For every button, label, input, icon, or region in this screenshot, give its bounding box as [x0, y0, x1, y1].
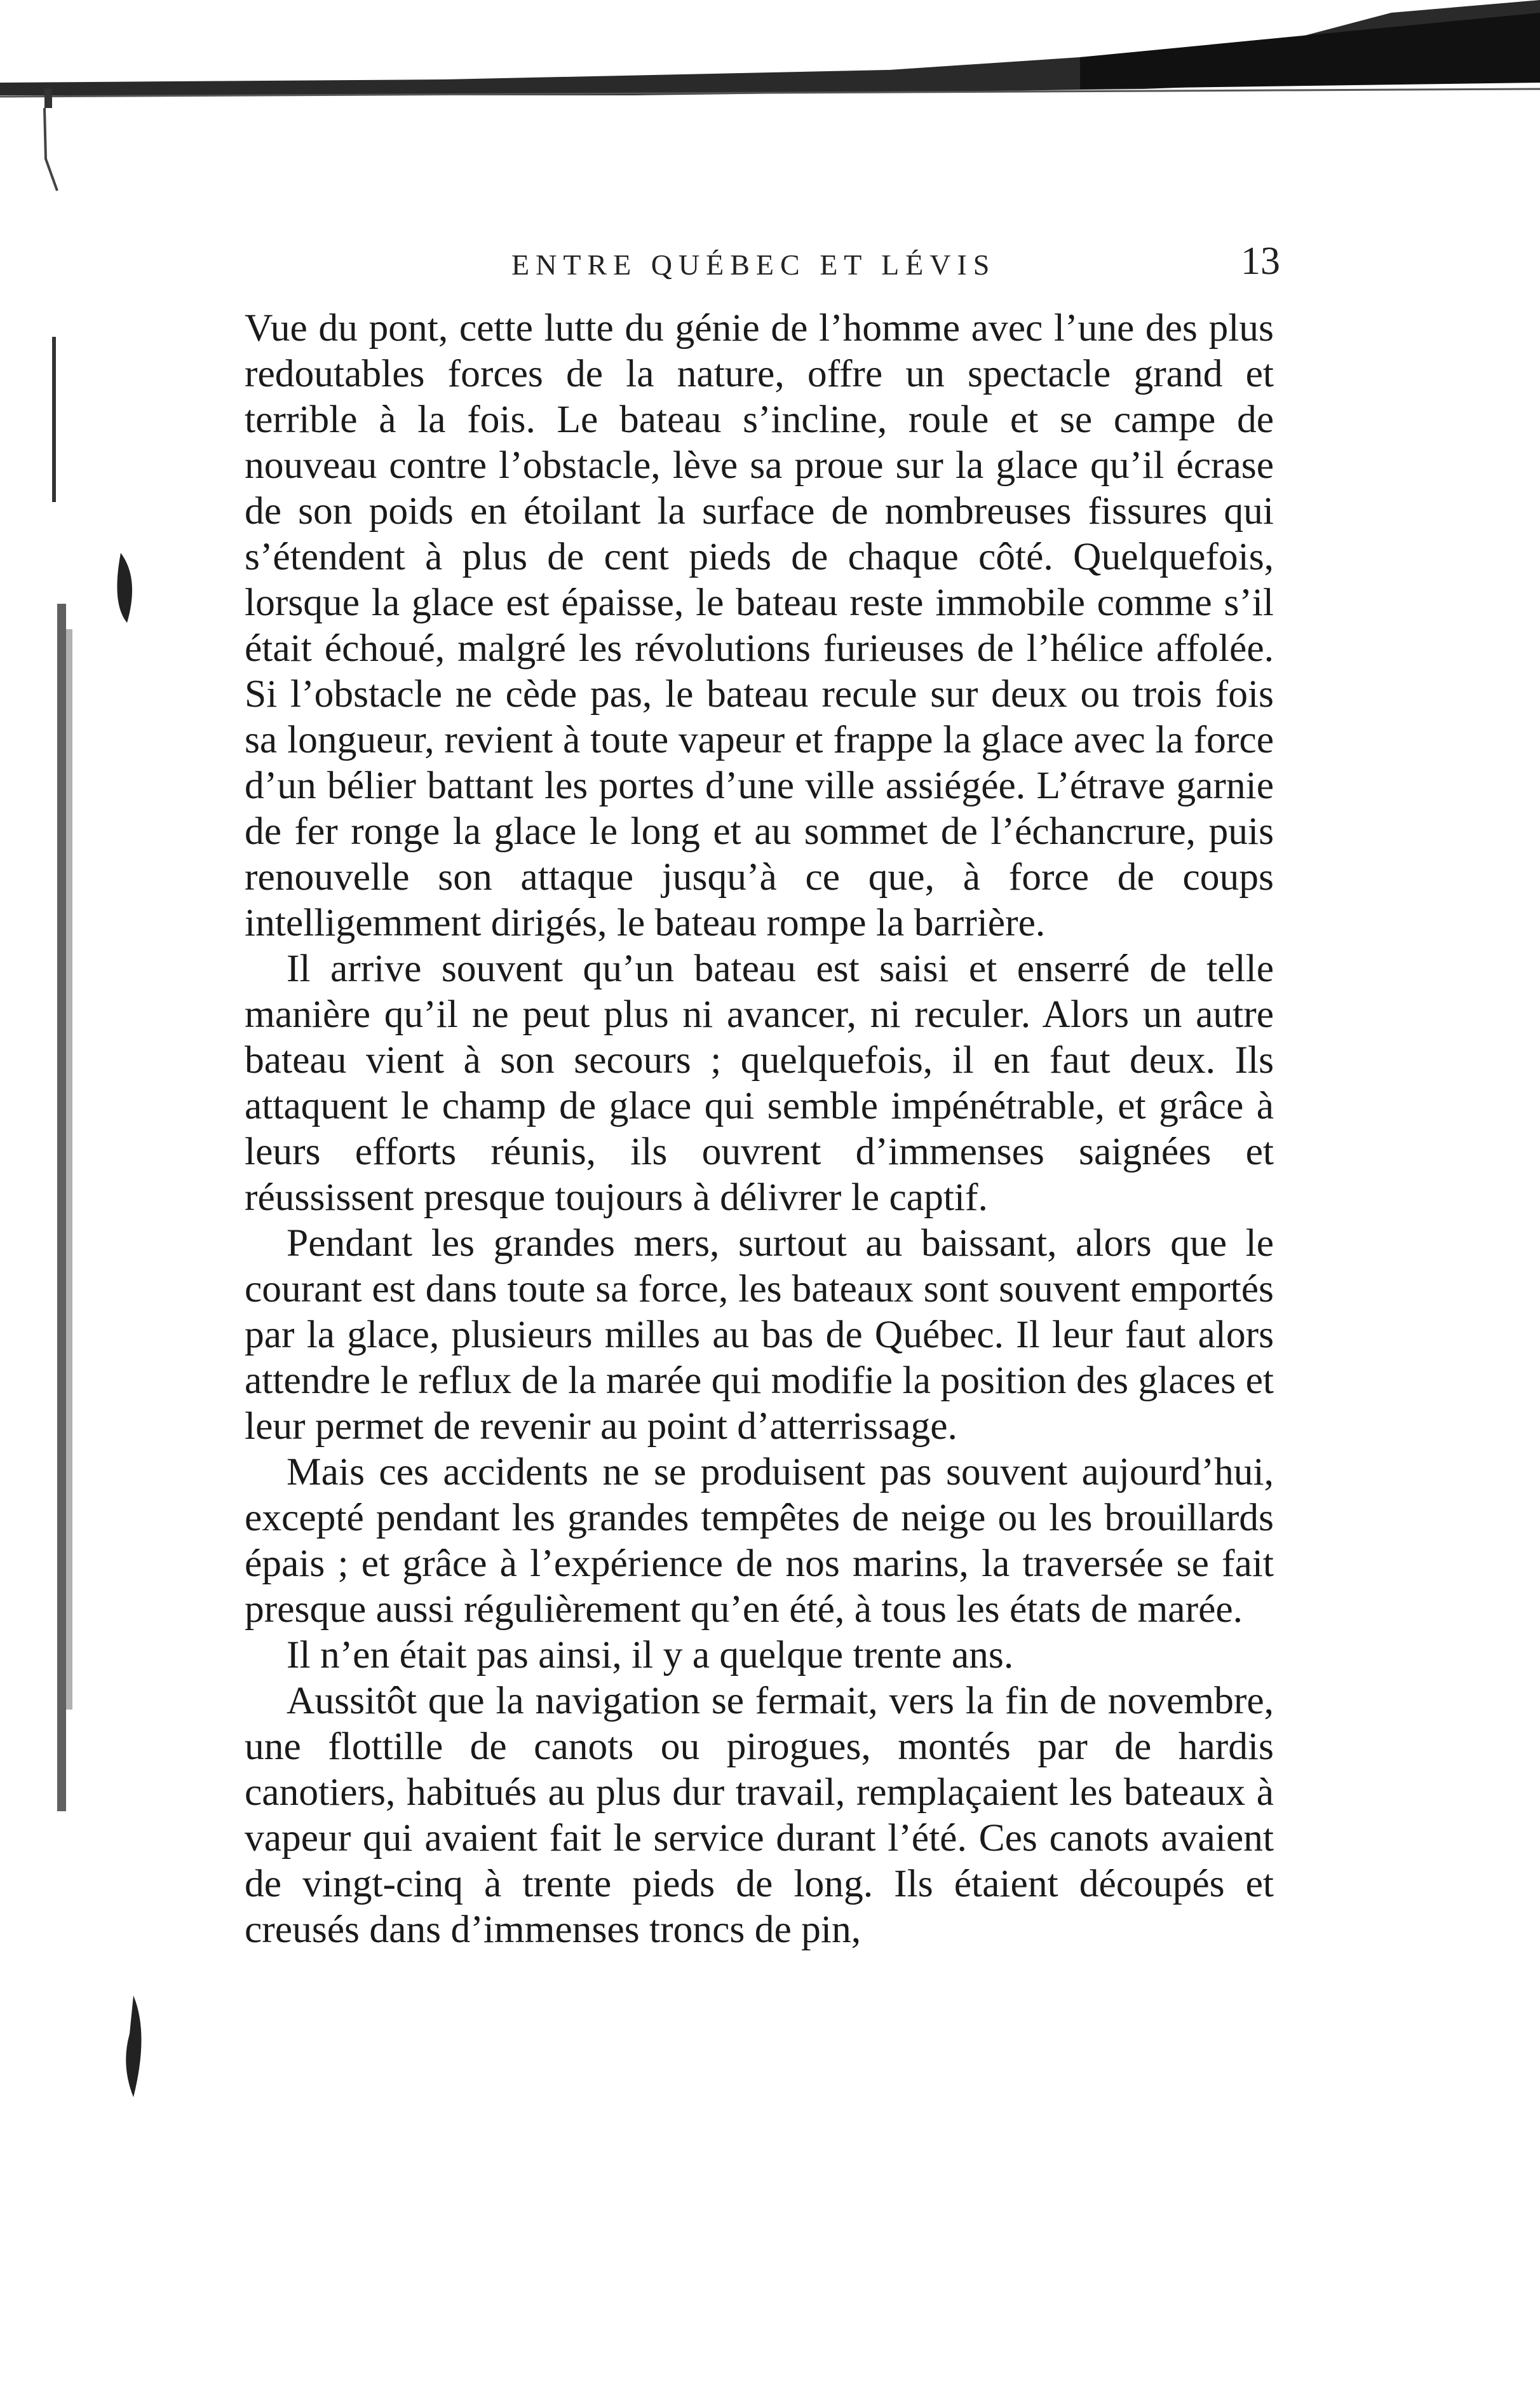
paragraph: Vue du pont, cette lutte du génie de l’homme avec l’une des plus redoutables forces de la nature, offre un spectacle grand et terrible à la fois. Le bateau s’incline, roule et se campe de nouveau contre l’obstacle, lève sa proue sur la glace qu’il écrase de son poids en étoilant la surface de nombreuses fissures qui s’étendent à plus de cent pieds de chaque côté. Quelquefois, lorsque la glace est épaisse, le bateau reste immobile comme s’il était échoué, malgré les révolutions furieuses de l’hélice affolée. Si l’obstacle ne cède pas, le bateau recule sur deux ou trois fois sa longueur, revient à toute vapeur et frappe la glace avec la force d’un bélier battant les portes d’une ville assiégée. L’étrave garnie de fer ronge la glace le long et au sommet de l’échancrure, puis renouvelle son attaque jusqu’à ce que, à force de coups intelligemment dirigés, le bateau rompe la barrière.: [245, 306, 1274, 944]
paragraph: Il arrive souvent qu’un bateau est saisi et enserré de telle manière qu’il ne peut plus ni avancer, ni reculer. Alors un autre bateau vient à son secours ; quelquefois, il en faut deux. Ils attaquent le champ de glace qui semble impénétrable, et grâce à leurs efforts réunis, ils ouvrent d’immenses saignées et réussissent presque toujours à délivrer le captif.: [245, 947, 1274, 1219]
paragraph: Aussitôt que la navigation se fermait, vers la fin de novembre, une flottille de canots ou pirogues, montés par de hardis canotiers, habitués au plus dur travail, remplaçaient les bateaux à vapeur qui avaient fait le service durant l’été. Ces canots avaient de vingt-cinq à trente pieds de long. Ils étaient découpés et creusés dans d’immenses troncs de pin,: [245, 1679, 1274, 1951]
body-text: [245, 305, 1274, 1952]
paragraph: Il n’en était pas ainsi, il y a quelque trente ans.: [287, 1633, 1014, 1676]
running-header: [245, 235, 1280, 305]
scan-edge-artifact: [0, 0, 1540, 108]
binding-shadow-artifact: [0, 108, 152, 2205]
paragraph: Pendant les grandes mers, surtout au baissant, alors que le courant est dans toute sa force, les bateaux sont souvent emportés par la glace, plusieurs milles au bas de Québec. Il leur faut alors attendre le reflux de la marée qui modifie la position des glaces et leur permet de revenir au point d’atterrissage.: [245, 1221, 1274, 1448]
running-title: ENTRE QUÉBEC ET LÉVIS: [511, 248, 996, 281]
page-number: 13: [1241, 240, 1280, 283]
paragraph: Mais ces accidents ne se produisent pas souvent aujourd’hui, excepté pendant les grandes tempêtes de neige ou les brouillards épais ; et grâce à l’expérience de nos marins, la traversée se fait presque aussi régulièrement qu’en été, à tous les états de marée.: [245, 1450, 1274, 1631]
book-page: [245, 235, 1280, 1952]
